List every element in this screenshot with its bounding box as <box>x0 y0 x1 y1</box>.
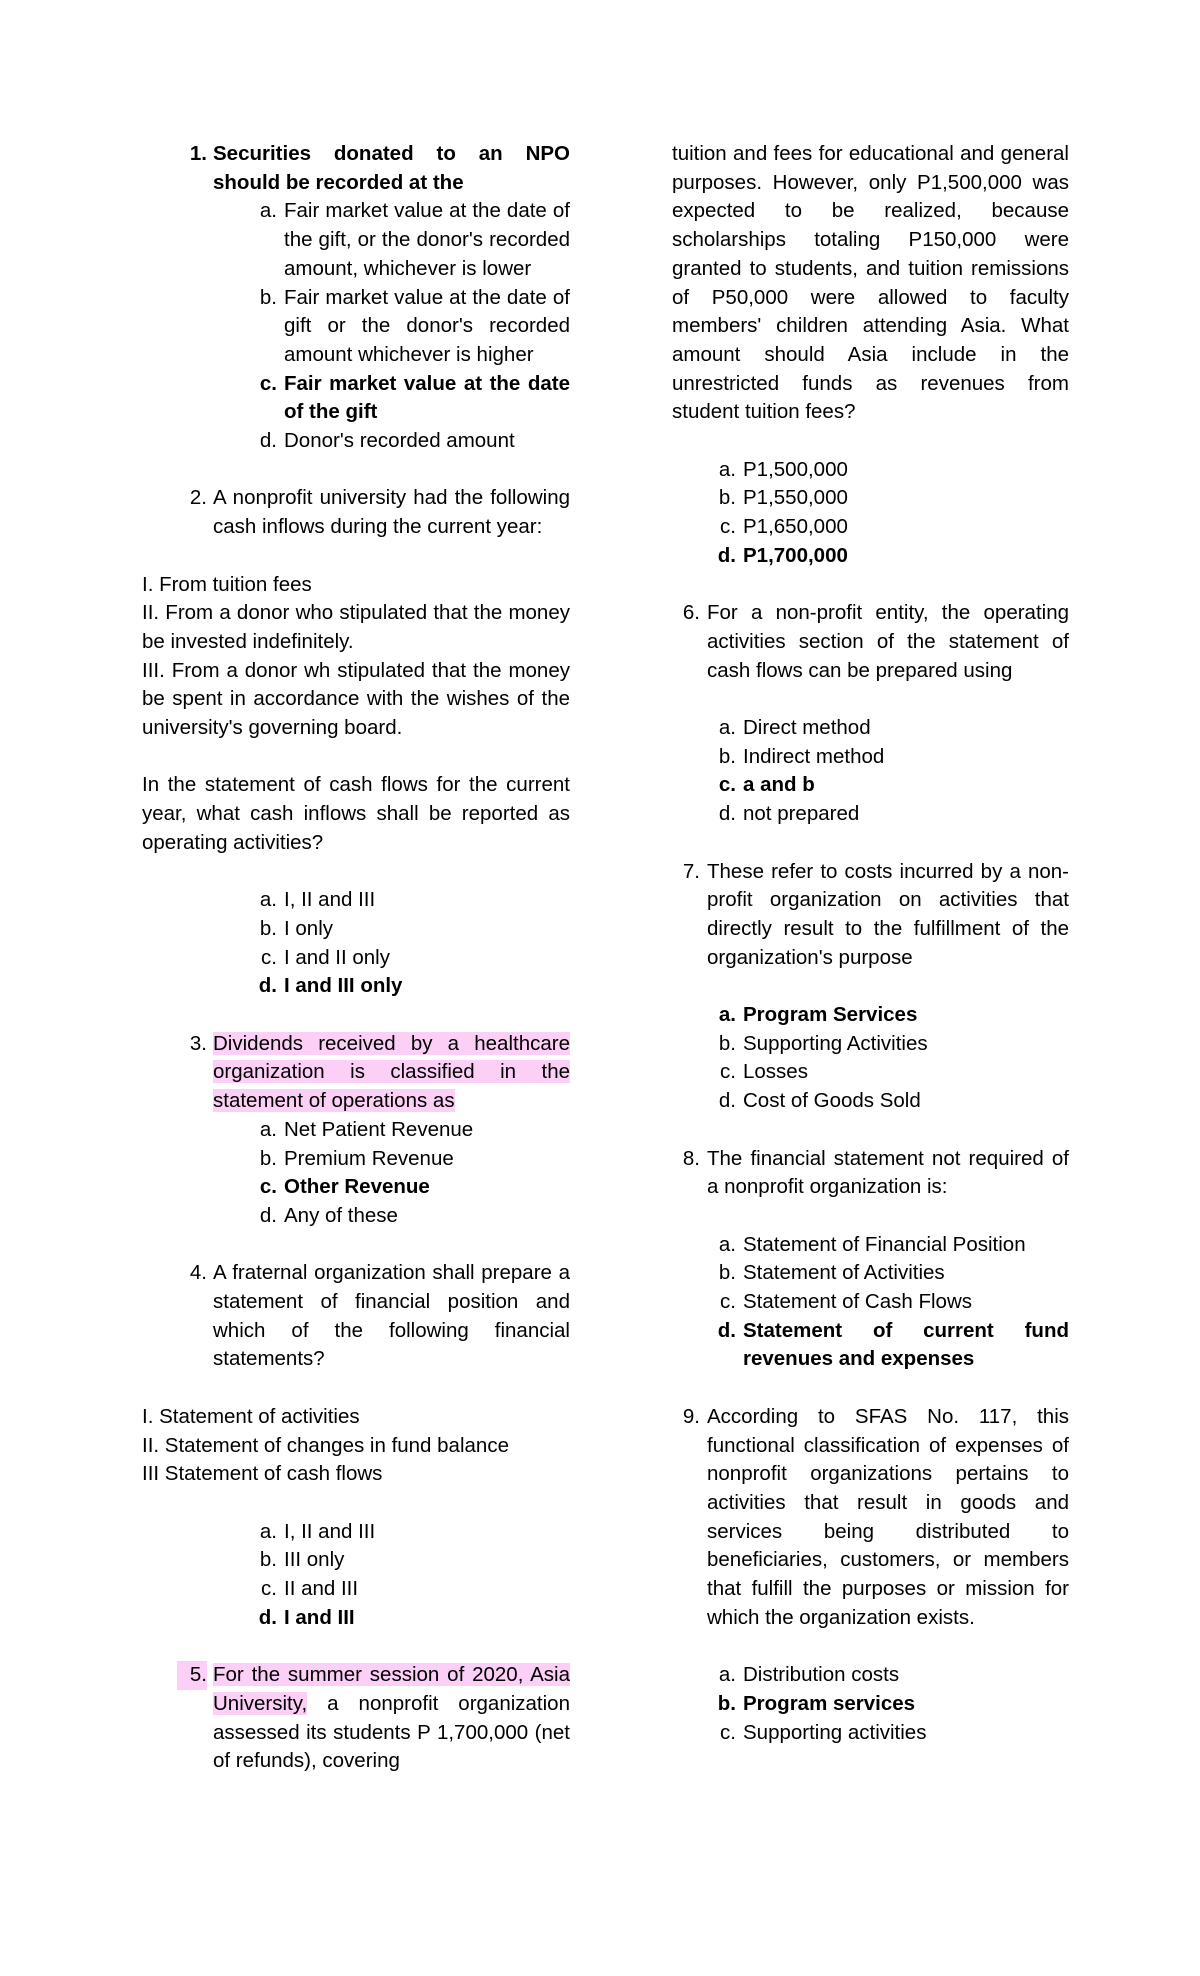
q4-item-2: II. Statement of changes in fund balance <box>142 1433 509 1457</box>
question-4-number: 4. <box>189 1261 207 1285</box>
question-7-text: These refer to costs incurred by a non-profit organization on activities that directly result to the fulfillment of the organization's purpose <box>707 859 1069 969</box>
q4-item-3: III Statement of cash flows <box>142 1462 383 1486</box>
option-letter: a. <box>259 1117 277 1141</box>
question-2-options <box>142 886 570 1001</box>
question-8-options <box>672 1231 1069 1375</box>
q2-item-1: I. From tuition fees <box>142 572 312 596</box>
question-6-options <box>672 714 1069 829</box>
option-letter: c. <box>718 773 736 797</box>
q2-question: In the statement of cash flows for the current year, what cash inflows shall be reported as operating activities? <box>142 773 570 854</box>
q6-option-a <box>672 714 1069 743</box>
option-letter: d. <box>259 429 277 453</box>
question-6-stem <box>672 599 1069 685</box>
q3-option-a <box>142 1116 570 1145</box>
question-7-options <box>672 1001 1069 1116</box>
question-9-number: 9. <box>682 1404 700 1428</box>
option-letter: d. <box>258 1605 277 1629</box>
q9-option-c <box>672 1719 1069 1748</box>
option-text: Program services <box>743 1691 916 1715</box>
option-text: Fair market value at the date of the gift, or the donor's recorded amount, whichever is lower <box>284 199 570 280</box>
q2-option-a <box>142 886 570 915</box>
q1-option-c-answer <box>142 370 570 427</box>
question-9-stem <box>672 1403 1069 1633</box>
question-7-stem <box>672 858 1069 973</box>
q5-option-a <box>672 456 1069 485</box>
option-letter: c. <box>720 515 736 539</box>
q2-option-b <box>142 915 570 944</box>
question-1-options <box>142 197 570 455</box>
option-text: a and b <box>743 773 815 797</box>
option-letter: b. <box>259 285 277 309</box>
option-text: Statement of current fund revenues and expenses <box>743 1318 1069 1371</box>
option-text: Statement of Financial Position <box>743 1232 1026 1256</box>
left-column <box>142 140 570 1776</box>
question-9-text: According to SFAS No. 117, this functional classification of expenses of nonprofit organizations pertains to activities that result in goods and services being distributed to beneficiaries, customers, or members that fulfill the purposes or mission for which the organization exists. <box>707 1404 1069 1629</box>
q2-option-c <box>142 944 570 973</box>
q7-option-c <box>672 1058 1069 1087</box>
q3-part2: is classified in the statement of operations as <box>213 1060 570 1113</box>
question-5-number: 5. <box>177 1661 207 1690</box>
q1-option-d <box>142 427 570 456</box>
option-text: Cost of Goods Sold <box>743 1089 921 1113</box>
option-text: Fair market value at the date of the gift <box>284 371 570 424</box>
q4-item-1: I. Statement of activities <box>142 1404 360 1428</box>
option-text: Indirect method <box>743 744 885 768</box>
q5-option-c <box>672 513 1069 542</box>
q4-option-b <box>142 1546 570 1575</box>
option-letter: b. <box>259 1548 277 1572</box>
question-7-number: 7. <box>682 859 700 883</box>
question-3-stem <box>142 1030 570 1116</box>
option-text: Direct method <box>743 716 871 740</box>
question-5-text: a nonprofit organization assessed its students P 1,700,000 (net of refunds), covering <box>213 1691 570 1773</box>
q8-option-c <box>672 1288 1069 1317</box>
option-letter: c. <box>720 1720 736 1744</box>
q8-option-b <box>672 1259 1069 1288</box>
question-4-stem <box>142 1259 570 1374</box>
option-letter: b. <box>718 1261 736 1285</box>
option-letter: c. <box>259 1175 277 1199</box>
option-text: Supporting activities <box>743 1720 927 1744</box>
option-text: I and III only <box>284 974 403 998</box>
option-letter: c. <box>720 1060 736 1084</box>
q2-option-d-answer <box>142 972 570 1001</box>
q7-option-a-answer <box>672 1001 1069 1030</box>
option-letter: d. <box>259 1203 277 1227</box>
option-text: Any of these <box>284 1203 398 1227</box>
q6-option-b <box>672 743 1069 772</box>
option-letter: a. <box>259 1519 277 1543</box>
option-text: I, II and III <box>284 1519 376 1543</box>
option-text: Losses <box>743 1060 808 1084</box>
q4-option-c <box>142 1575 570 1604</box>
q9-option-b-answer <box>672 1690 1069 1719</box>
option-letter: c. <box>259 371 277 395</box>
option-text: Statement of Activities <box>743 1261 945 1285</box>
option-letter: a. <box>718 457 736 481</box>
question-9-options <box>672 1661 1069 1747</box>
question-3-text-highlighted <box>213 1032 570 1112</box>
option-text: Other Revenue <box>284 1175 430 1199</box>
option-text: Distribution costs <box>743 1663 900 1687</box>
question-4-text: A fraternal organization shall prepare a statement of financial position and which of the following financial statements? <box>213 1261 570 1371</box>
option-text: I only <box>284 916 333 940</box>
option-text: I and II only <box>284 945 390 969</box>
option-letter: b. <box>718 486 736 510</box>
q3-part1: Dividends received by a healthcare organization <box>213 1031 570 1084</box>
q7-option-b <box>672 1030 1069 1059</box>
option-text: I and III <box>284 1605 355 1629</box>
option-text: P1,550,000 <box>743 486 848 510</box>
option-text: Program Services <box>743 1003 918 1027</box>
q1-option-a <box>142 197 570 283</box>
q2-item-3: III. From a donor wh stipulated that the money be spent in accordance with the wishes of the university's governing board. <box>142 658 570 740</box>
question-1-stem <box>142 140 570 197</box>
question-5-options <box>672 456 1069 571</box>
q2-item-2: II. From a donor who stipulated that the money be invested indefinitely. <box>142 601 570 653</box>
option-letter: b. <box>259 916 277 940</box>
question-3-options <box>142 1116 570 1231</box>
option-letter: c. <box>261 1577 277 1601</box>
q3-option-c-answer <box>142 1173 570 1202</box>
option-text: Net Patient Revenue <box>284 1117 474 1141</box>
question-4-options <box>142 1518 570 1633</box>
question-1-number: 1. <box>189 142 207 165</box>
q5-option-b <box>672 484 1069 513</box>
option-text: P1,700,000 <box>743 543 848 567</box>
q5-option-d-answer <box>672 542 1069 571</box>
right-column <box>672 140 1069 1747</box>
option-letter: d. <box>718 802 736 826</box>
option-text: Premium Revenue <box>284 1146 454 1170</box>
question-2-stem <box>142 484 570 541</box>
option-text: I, II and III <box>284 888 376 912</box>
question-8-number: 8. <box>682 1146 700 1170</box>
option-letter: d. <box>717 543 736 567</box>
question-5-text-highlighted: For the summer session of 2020, Asia University, <box>213 1663 570 1715</box>
question-6-text: For a non-profit entity, the operating activities section of the statement of cash flows can be prepared using <box>707 601 1069 682</box>
option-letter: b. <box>718 744 736 768</box>
option-letter: b. <box>717 1691 736 1715</box>
option-letter: a. <box>259 888 277 912</box>
option-text: Supporting Activities <box>743 1031 928 1055</box>
option-letter: d. <box>718 1089 736 1113</box>
q3-option-b <box>142 1145 570 1174</box>
option-letter: a. <box>718 1003 736 1027</box>
q4-option-d-answer <box>142 1604 570 1633</box>
question-6-number: 6. <box>682 601 700 625</box>
question-1-text: Securities donated to an NPO should be recorded at the <box>213 142 570 194</box>
q7-option-d <box>672 1087 1069 1116</box>
question-2-number: 2. <box>189 486 207 510</box>
q8-option-d-answer <box>672 1317 1069 1374</box>
option-letter: d. <box>717 1318 736 1342</box>
option-text: not prepared <box>743 802 860 826</box>
question-3-number: 3. <box>189 1031 207 1055</box>
option-text: Donor's recorded amount <box>284 429 515 453</box>
q6-option-c-answer <box>672 771 1069 800</box>
option-text: Fair market value at the date of gift or the donor's recorded amount whichever is higher <box>284 285 570 366</box>
question-5-continued: tuition and fees for educational and general purposes. However, only P1,500,000 was expected to be realized, because scholarships totaling P150,000 were granted to students, and tuition remissions of P50,000 were allowed to faculty members' children attending Asia. What amount should Asia include in the unrestricted funds as revenues from student tuition fees? <box>672 142 1069 424</box>
q8-option-a <box>672 1231 1069 1260</box>
option-text: P1,650,000 <box>743 515 848 539</box>
option-text: III only <box>284 1548 345 1572</box>
question-2-text: A nonprofit university had the following cash inflows during the current year: <box>213 486 570 539</box>
option-letter: c. <box>261 945 277 969</box>
question-5-stem <box>142 1661 570 1776</box>
question-8-text: The financial statement not required of a nonprofit organization is: <box>707 1146 1069 1199</box>
q9-option-a <box>672 1661 1069 1690</box>
option-text: II and III <box>284 1577 359 1601</box>
option-text: P1,500,000 <box>743 457 848 481</box>
option-letter: a. <box>718 1232 736 1256</box>
option-letter: d. <box>258 974 277 998</box>
q6-option-d <box>672 800 1069 829</box>
option-letter: b. <box>259 1146 277 1170</box>
option-letter: a. <box>718 716 736 740</box>
option-letter: c. <box>720 1290 736 1314</box>
option-letter: a. <box>259 199 277 223</box>
option-text: Statement of Cash Flows <box>743 1290 973 1314</box>
q1-option-b <box>142 284 570 370</box>
option-letter: b. <box>718 1031 736 1055</box>
option-letter: a. <box>718 1663 736 1687</box>
question-8-stem <box>672 1145 1069 1202</box>
q4-option-a <box>142 1518 570 1547</box>
q3-option-d <box>142 1202 570 1231</box>
